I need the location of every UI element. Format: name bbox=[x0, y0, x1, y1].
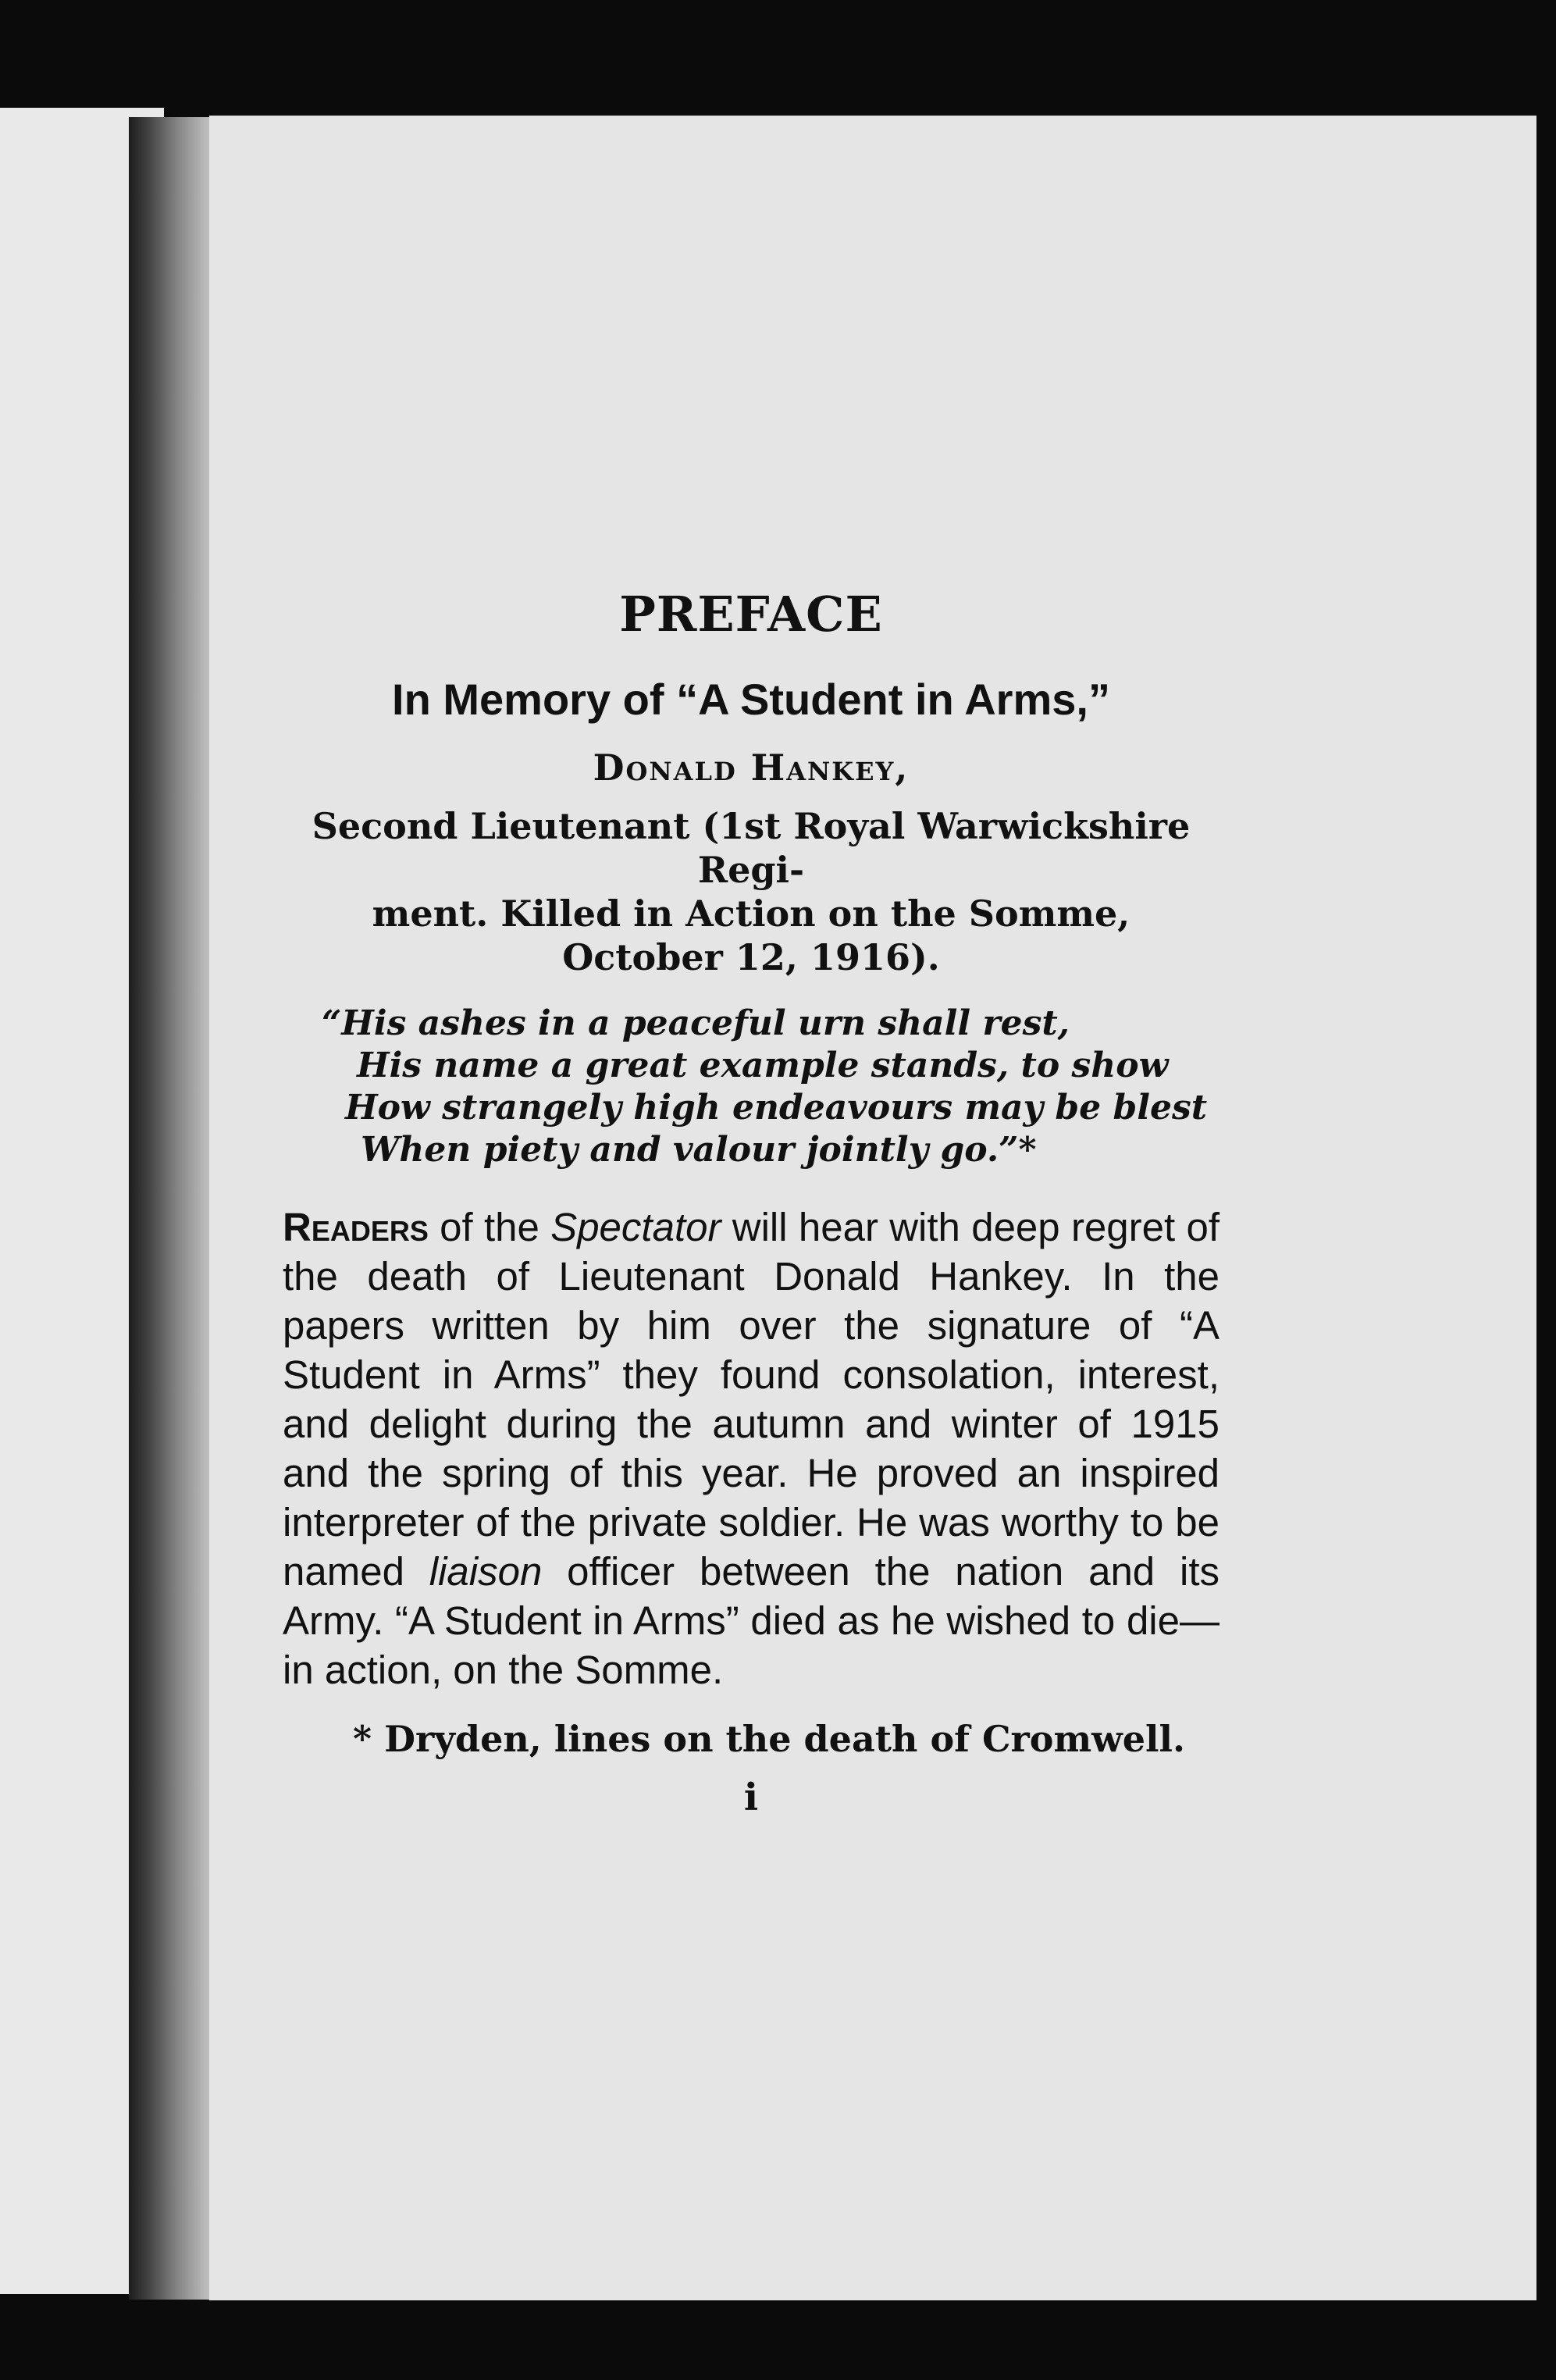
page-title: PREFACE bbox=[619, 586, 883, 643]
rank-line: October 12, 1916). bbox=[562, 936, 940, 978]
rank-line: Second Lieutenant (1st Royal Warwickshire Regi- bbox=[312, 805, 1191, 891]
rank-description bbox=[283, 804, 1220, 979]
italic-term: liaison bbox=[429, 1549, 543, 1594]
memorial-heading: In Memory of “A Student in Arms,” bbox=[392, 675, 1110, 724]
poem-line: When piety and valour jointly go.”* bbox=[361, 1130, 1037, 1170]
poem-line: How strangely high endeavours may be blest bbox=[345, 1088, 1208, 1128]
paragraph-lead-word: Readers bbox=[283, 1205, 429, 1249]
footnote: * Dryden, lines on the death of Cromwell. bbox=[353, 1718, 1185, 1760]
page-number: i bbox=[743, 1776, 759, 1819]
paragraph-text: will hear with deep regret of the death of Lieutenant Donald Hankey. In the papers written by him over the signature of “A Student in Arms” they found consolation, interest, and delight during the autumn and winter of 1915 and the spring of this year. He proved an inspired interpreter of the private soldier. He was worthy to be named bbox=[283, 1205, 1220, 1594]
rank-line: ment. Killed in Action on the Somme, bbox=[372, 892, 1131, 935]
paragraph-text: officer between the nation and its Army. “A Student in Arms” died as he wished to die—in action, on the Somme. bbox=[283, 1549, 1220, 1692]
epigraph-poem bbox=[283, 1003, 1220, 1171]
page-content bbox=[283, 586, 1220, 1819]
poem-line: “His ashes in a peaceful urn shall rest, bbox=[322, 1003, 1070, 1043]
publication-title: Spectator bbox=[550, 1205, 721, 1249]
preface-paragraph bbox=[283, 1202, 1220, 1694]
paragraph-text: of the bbox=[428, 1205, 551, 1249]
poem-line: His name a great example stands, to show bbox=[357, 1046, 1169, 1085]
dedicatee-name: Donald Hankey, bbox=[593, 746, 910, 789]
